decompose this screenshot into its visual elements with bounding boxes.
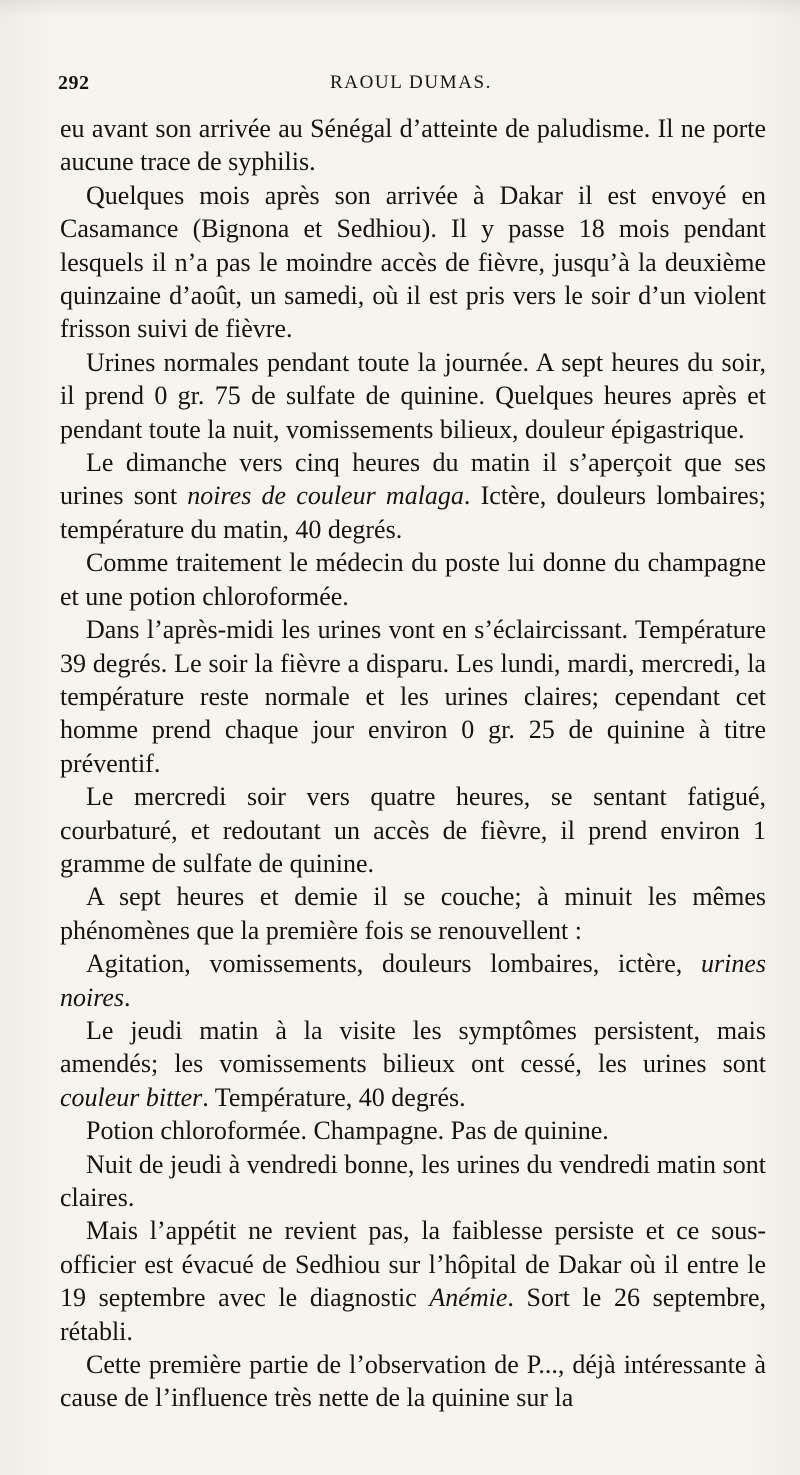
paragraph: [60, 1148, 766, 1215]
text-segment: Potion chloroformée. Champagne. Pas de quinine.: [86, 1116, 609, 1146]
body-text: [60, 112, 766, 1415]
text-segment: Cette première partie de l’observation de P..., déjà intéressante à cause de l’influence très nette de la quinine sur la: [60, 1350, 766, 1413]
paragraph: [60, 346, 766, 446]
text-segment: Mais l’appétit ne revient pas, la faiblesse persiste et ce sous-officier est évacué de Sedhiou sur l’hôpital de Dakar où il entre le 19 septembre avec le diagnostic: [60, 1216, 766, 1313]
text-segment: .: [124, 982, 131, 1012]
page-header: [58, 72, 764, 110]
text-segment: eu avant son arrivée au Sénégal d’atteinte de paludisme. Il ne porte aucune trace de syphilis.: [60, 114, 766, 177]
text-segment: Comme traitement le médecin du poste lui donne du champagne et une potion chloroformée.: [60, 548, 766, 611]
paragraph: [60, 947, 766, 1014]
paragraph: [60, 446, 766, 546]
italic-text: couleur bitter: [60, 1082, 203, 1112]
text-segment: Le jeudi matin à la visite les symptômes persistent, mais amendés; les vomissements bilieux ont cessé, les urines sont: [60, 1015, 766, 1079]
text-segment: . Ictère, douleurs lombaires; température du matin, 40 degrés.: [60, 481, 766, 544]
text-segment: . Température, 40 degrés.: [202, 1082, 466, 1112]
text-segment: Nuit de jeudi à vendredi bonne, les urines du vendredi matin sont claires.: [60, 1149, 766, 1212]
paragraph: [60, 112, 766, 179]
text-segment: A sept heures et demie il se couche; à minuit les mêmes phénomènes que la première fois se renouvellent :: [60, 882, 766, 945]
text-segment: Dans l’après-midi les urines vont en s’éclaircissant. Température 39 degrés. Le soir la fièvre a disparu. Les lundi, mardi, mercredi, la température reste normale et les urines claires; cependant cet homme prend chaque jour environ 0 gr. 25 de quinine à titre préventif.: [60, 615, 766, 778]
text-segment: Le dimanche vers cinq heures du matin il s’aperçoit que ses urines sont: [60, 448, 766, 511]
paragraph: [60, 179, 766, 346]
paragraph: [60, 613, 766, 780]
paragraph: [60, 780, 766, 880]
text-segment: Quelques mois après son arrivée à Dakar il est envoyé en Casamance (Bignona et Sedhiou). Il y passe 18 mois pendant lesquels il n’a pas le moindre accès de fièvre, jusqu’à la deuxième quinzaine d’août, un samedi, où il est pris vers le soir d’un violent frisson suivi de fièvre.: [60, 180, 766, 344]
text-segment: Agitation, vomissements, douleurs lombaires, ictère,: [86, 949, 701, 979]
text-segment: Urines normales pendant toute la journée. A sept heures du soir, il prend 0 gr. 75 de sulfate de quinine. Quelques heures après et pendant toute la nuit, vomissements bilieux, douleur épigastrique.: [60, 347, 766, 444]
running-head: RAOUL DUMAS.: [329, 72, 493, 93]
italic-text: urines noires: [60, 949, 766, 1012]
paragraph: [60, 546, 766, 613]
paragraph: [60, 1214, 766, 1348]
page-number: 292: [58, 72, 90, 94]
italic-text: noires de couleur malaga: [187, 481, 464, 511]
text-segment: Le mercredi soir vers quatre heures, se sentant fatigué, courbaturé, et redoutant un accès de fièvre, il prend environ 1 gramme de sulfate de quinine.: [60, 782, 766, 878]
italic-text: Anémie: [429, 1283, 508, 1313]
paragraph: [60, 1348, 766, 1415]
paragraph: [60, 1114, 766, 1147]
paragraph: [60, 1014, 766, 1114]
text-segment: . Sort le 26 septembre, rétabli.: [60, 1283, 766, 1346]
paragraph: [60, 880, 766, 947]
